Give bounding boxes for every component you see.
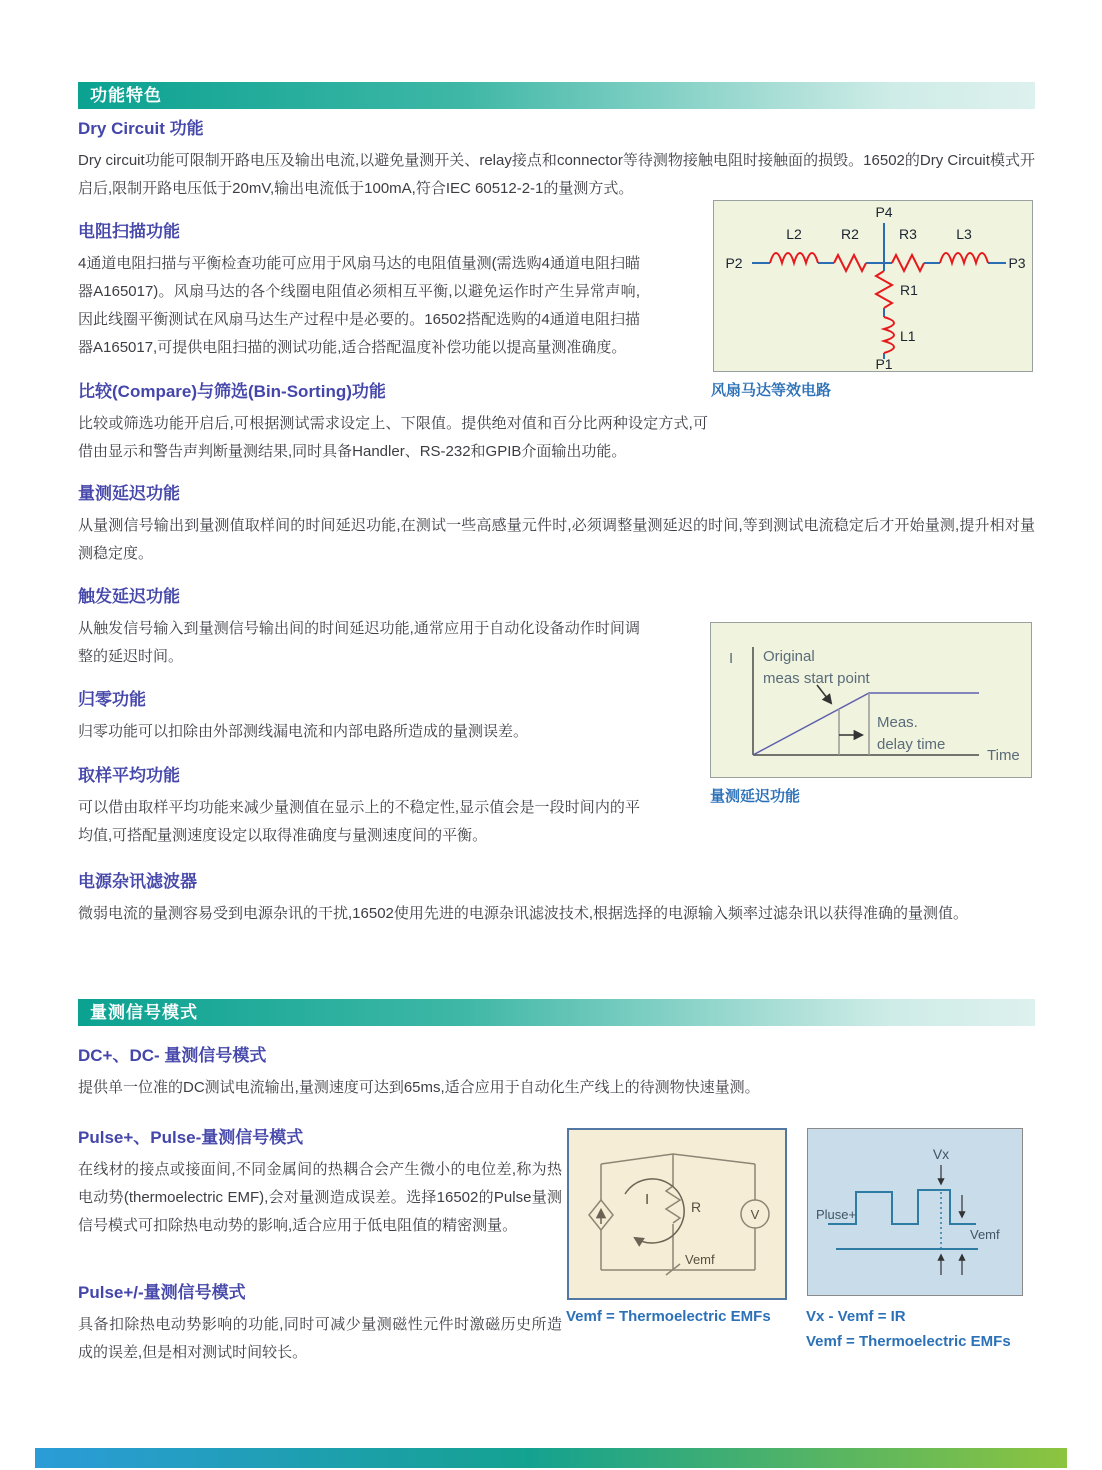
- delay-marker-lines: [839, 693, 869, 755]
- label-meas: Meas.: [877, 714, 918, 731]
- thermo-emf-circuit-diagram: [569, 1130, 785, 1298]
- circuit-wires: [752, 223, 1006, 359]
- label-p4: P4: [875, 204, 893, 220]
- label-vx: Vx: [932, 1146, 950, 1162]
- resistor-r3: [892, 255, 924, 271]
- label-vemf: Vemf: [685, 1252, 715, 1267]
- start-point-arrow: [817, 685, 831, 703]
- label-original: Original: [763, 648, 815, 665]
- feature-body-dc-mode: 提供单一位准的DC测试电流输出,量测速度可达到65ms,适合应用于自动化生产线上的待测物快速量测。: [78, 1079, 760, 1096]
- pulse-waveform-figure: [807, 1128, 1023, 1296]
- fan-motor-figure-caption: 风扇马达等效电路: [711, 382, 832, 399]
- meas-delay-diagram: [711, 623, 1031, 777]
- section-header-signal-modes: 量测信号模式: [78, 999, 1035, 1026]
- resistor-r2: [834, 255, 866, 271]
- inductor-l2: [770, 253, 818, 263]
- footer-gradient-bar: [35, 1448, 1067, 1468]
- fan-motor-circuit-diagram: [714, 201, 1032, 371]
- feature-heading-meas-delay: 量测延迟功能: [78, 484, 180, 503]
- section-header-features: 功能特色: [78, 82, 1035, 109]
- label-x-axis: Time: [987, 747, 1020, 764]
- label-p3: P3: [1008, 255, 1026, 271]
- label-resistor: R: [691, 1199, 702, 1215]
- feature-heading-averaging: 取样平均功能: [78, 766, 180, 785]
- feature-body-compare: 比较或筛选功能开启后,可根据测试需求设定上、下限值。提供绝对值和百分比两种设定方式,可借由显示和警告声判断量测结果,同时具备Handler、RS-232和GPIB介面输出功能。: [78, 415, 708, 460]
- meas-delay-figure: [710, 622, 1032, 778]
- feature-heading-zeroing: 归零功能: [78, 690, 146, 709]
- feature-heading-noise-filter: 电源杂讯滤波器: [78, 872, 197, 891]
- inductor-l1: [884, 317, 894, 353]
- label-current: I: [645, 1191, 650, 1208]
- pulse-waveform-diagram: [808, 1129, 1022, 1295]
- feature-body-meas-delay: 从量测信号输出到量测值取样间的时间延迟功能,在测试一些高感量元件时,必须调整量测延迟的时间,等到测试电流稳定后才开始量测,提升相对量测稳定度。: [78, 517, 1035, 562]
- label-l2: L2: [786, 226, 802, 242]
- label-l3: L3: [956, 226, 972, 242]
- feature-body-noise-filter: 微弱电流的量测容易受到电源杂讯的干扰,16502使用先进的电源杂讯滤波技术,根据选择的电源输入频率过滤杂讯以获得准确的量测值。: [78, 905, 969, 922]
- feature-heading-resistance-scan: 电阻扫描功能: [78, 222, 180, 241]
- label-r1: R1: [900, 282, 918, 298]
- pulse-labels: [816, 1146, 1000, 1242]
- feature-body-dry-circuit: Dry circuit功能可限制开路电压及输出电流,以避免量测开关、relay接点和connector等待测物接触电阻时接触面的损毁。16502的Dry Circuit模式开启后,限制开路电压低于20mV,输出电流低于100mA,符合IEC 60512-2-1的量测方式。: [78, 152, 1035, 197]
- label-p1: P1: [875, 356, 893, 371]
- current-loop-arrow: [625, 1179, 684, 1243]
- label-p2: P2: [725, 255, 743, 271]
- label-voltmeter: V: [750, 1207, 760, 1222]
- circuit-labels: [725, 204, 1025, 371]
- resistor-r1: [876, 271, 892, 308]
- label-r2: R2: [841, 226, 859, 242]
- feature-heading-trigger-delay: 触发延迟功能: [78, 587, 180, 606]
- feature-body-zeroing: 归零功能可以扣除由外部测线漏电流和内部电路所造成的量测误差。: [78, 723, 529, 740]
- feature-body-resistance-scan: 4通道电阻扫描与平衡检查功能可应用于风扇马达的电阻值量测(需选购4通道电阻扫瞄器A165017)。风扇马达的各个线圈电阻值必须相互平衡,以避免运作时产生异常声响,因此线圈平衡测试在风扇马达生产过程中是必要的。16502搭配选购的4通道电阻扫描器A165017,可提供电阻扫描的测试功能,适合搭配温度补偿功能以提高量测准确度。: [78, 255, 640, 356]
- feature-heading-dc-mode: DC+、DC- 量测信号模式: [78, 1046, 267, 1065]
- label-pulse-signal: Pluse+: [816, 1207, 857, 1222]
- inductor-l3: [940, 253, 988, 263]
- meas-delay-figure-caption: 量测延迟功能: [710, 788, 801, 805]
- feature-heading-compare: 比较(Compare)与筛选(Bin-Sorting)功能: [78, 382, 386, 401]
- pulse-figure-caption-2: Vemf = Thermoelectric EMFs: [806, 1333, 1011, 1350]
- thermo-figure-caption: Vemf = Thermoelectric EMFs: [566, 1308, 771, 1325]
- feature-body-pulse-pm-mode: 具备扣除热电动势影响的功能,同时可减少量测磁性元件时激磁历史所造成的误差,但是相对测试时间较长。: [78, 1316, 562, 1361]
- measure-arrows: [941, 1165, 962, 1275]
- label-meas-start-point: meas start point: [763, 670, 870, 687]
- label-delay-time: delay time: [877, 736, 946, 753]
- label-y-axis: I: [729, 650, 734, 667]
- delay-diagram-labels: [729, 648, 1020, 764]
- label-l1: L1: [900, 328, 916, 344]
- thermo-emf-circuit-figure: [567, 1128, 787, 1300]
- feature-body-trigger-delay: 从触发信号输入到量测信号输出间的时间延迟功能,通常应用于自动化设备动作时间调整的延迟时间。: [78, 620, 640, 665]
- feature-body-averaging: 可以借由取样平均功能来减少量测值在显示上的不稳定性,显示值会是一段时间内的平均值,可搭配量测速度设定以取得准确度与量测速度间的平衡。: [78, 799, 640, 844]
- feature-body-pulse-mode: 在线材的接点或接面间,不同金属间的热耦合会产生微小的电位差,称为热电动势(thermoelectric EMF),会对量测造成误差。选择16502的Pulse量测信号模式可扣除热电动势的影响,适合应用于低电阻值的精密测量。: [78, 1161, 562, 1234]
- feature-heading-pulse-pm-mode: Pulse+/-量测信号模式: [78, 1283, 246, 1302]
- feature-heading-pulse-mode: Pulse+、Pulse-量测信号模式: [78, 1128, 304, 1147]
- thermo-wires: [589, 1154, 769, 1275]
- label-r3: R3: [899, 226, 917, 242]
- pulse-figure-caption-1: Vx - Vemf = IR: [806, 1308, 906, 1325]
- label-vemf: Vemf: [970, 1227, 1000, 1242]
- thermo-labels: [645, 1191, 760, 1267]
- fan-motor-circuit-figure: [713, 200, 1033, 372]
- feature-heading-dry-circuit: Dry Circuit 功能: [78, 119, 204, 138]
- circuit-components: [770, 253, 988, 353]
